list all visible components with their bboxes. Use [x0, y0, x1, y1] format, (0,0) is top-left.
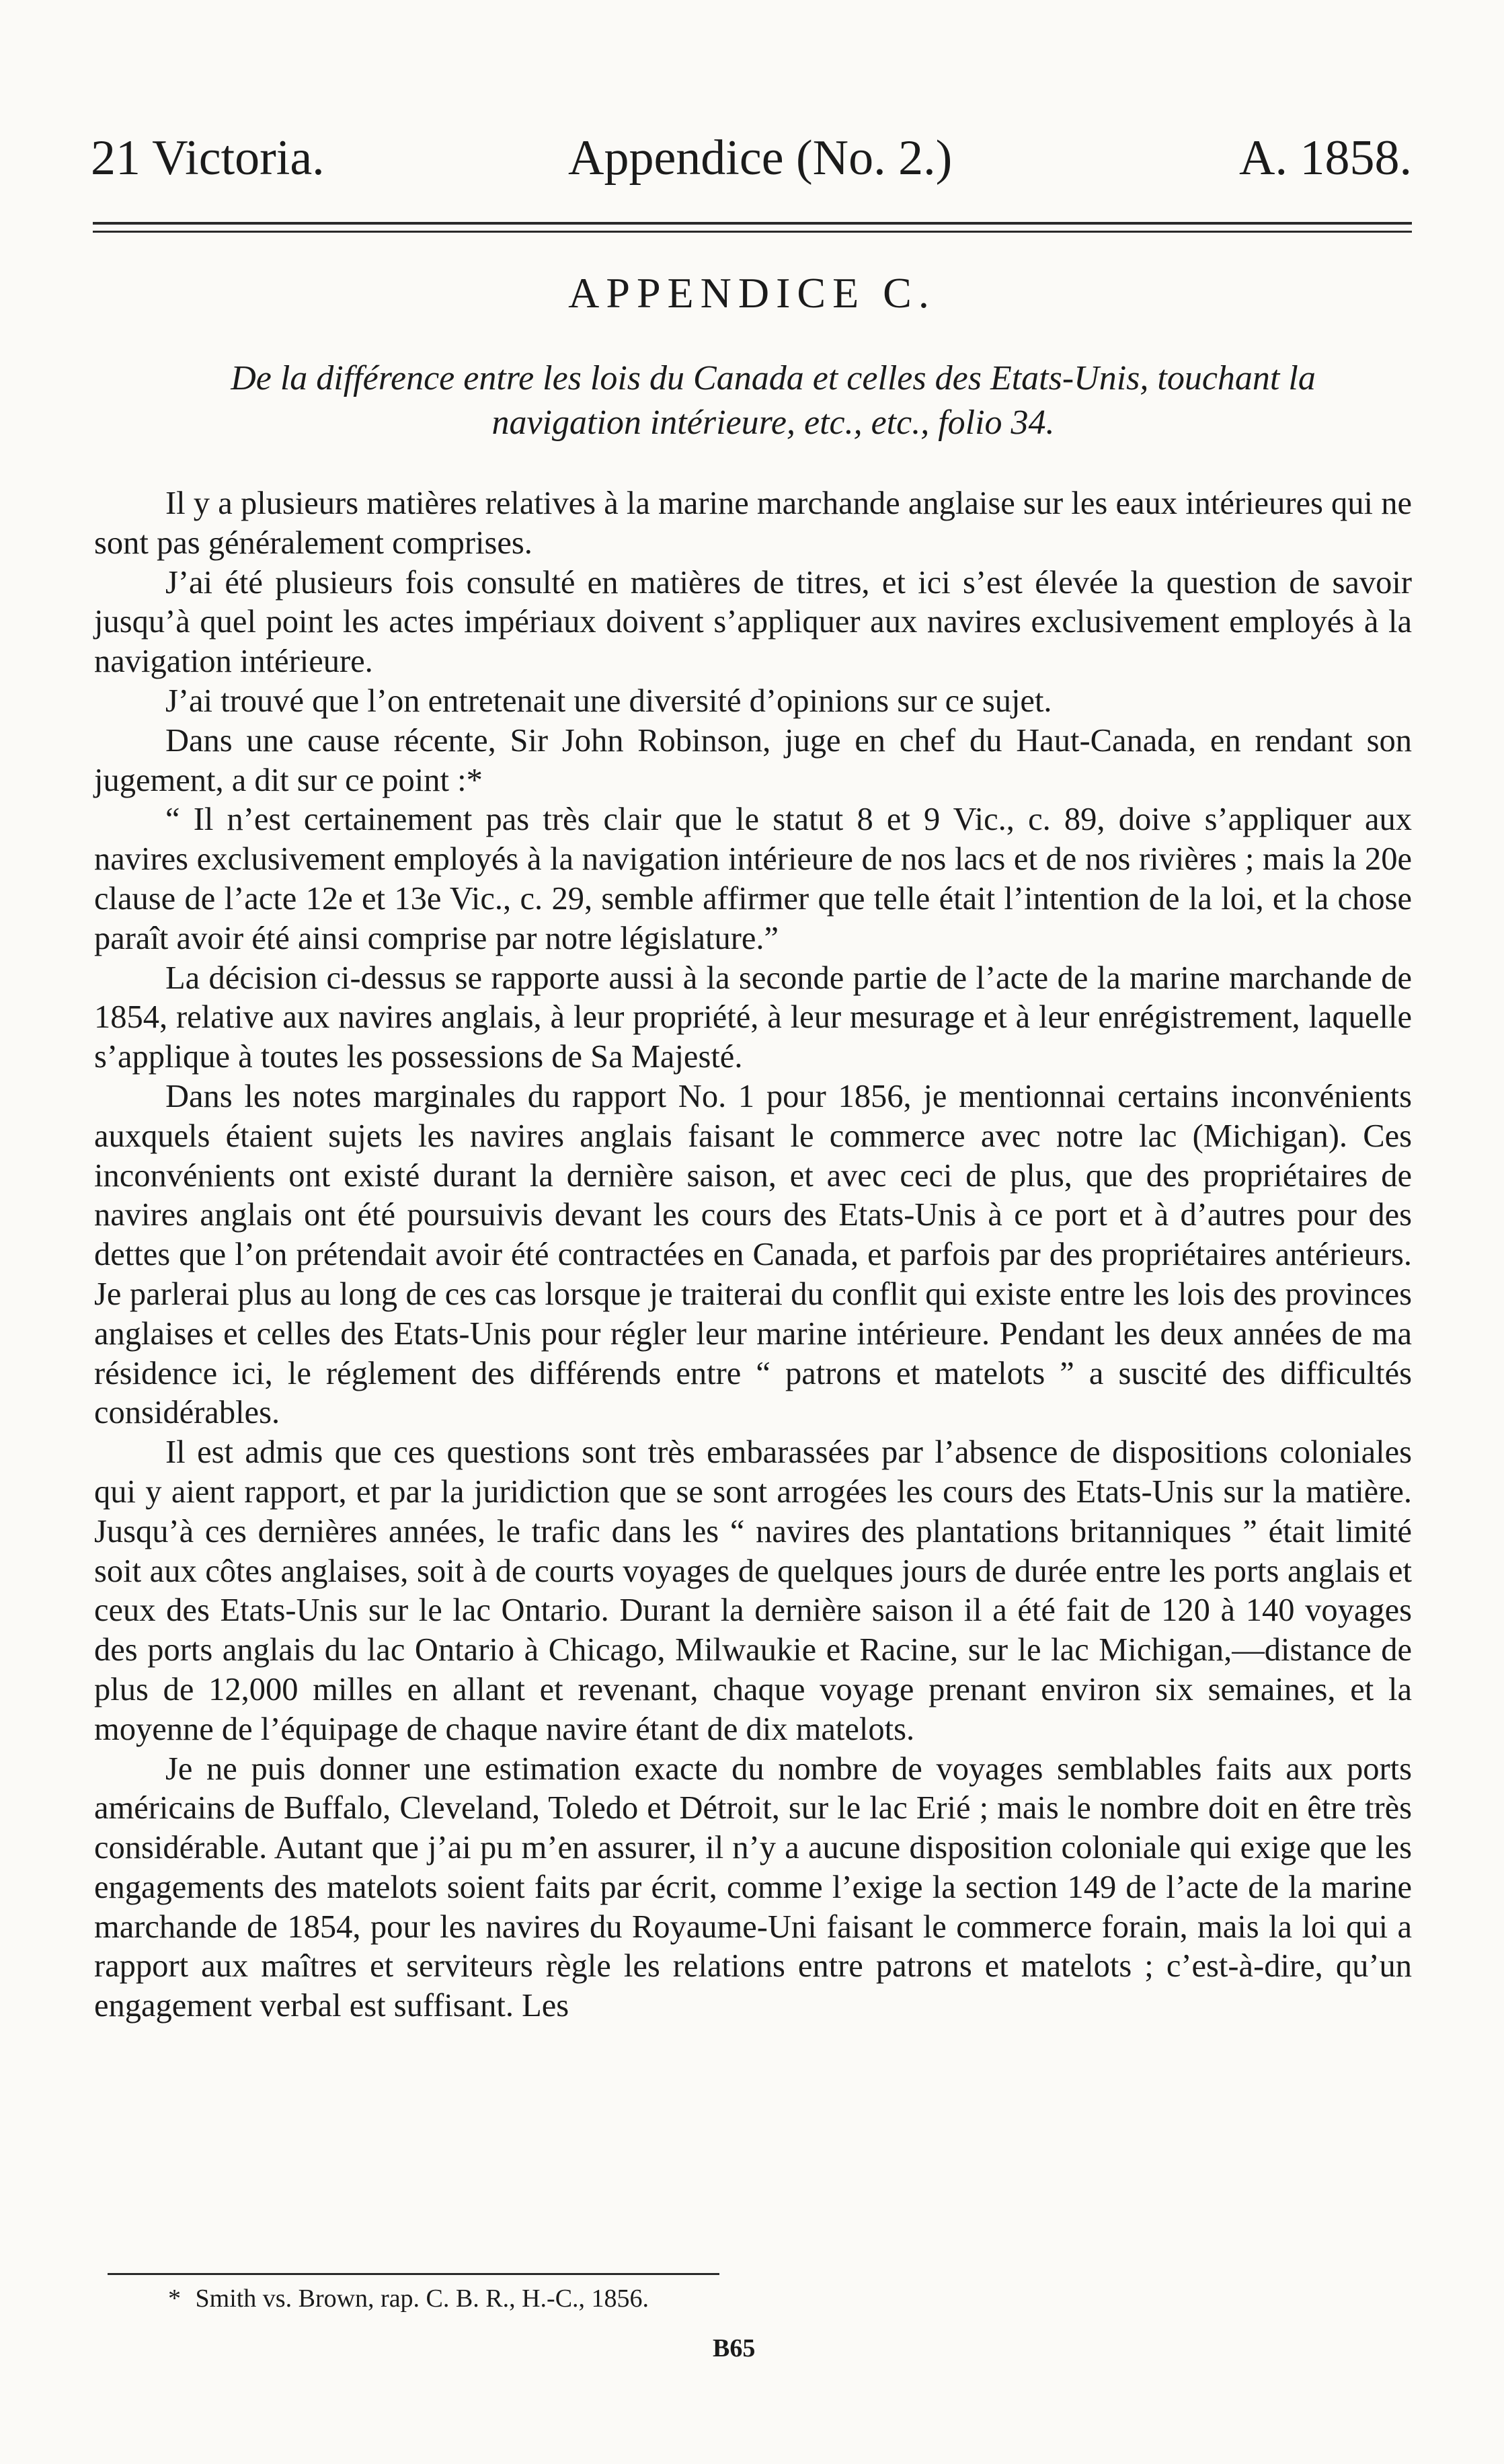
paragraph: Il y a plusieurs matières relatives à la marine marchande anglaise sur les eaux intérieures qui ne sont pas généralement comprises.	[94, 486, 1412, 561]
header-rule-thin	[93, 231, 1412, 233]
paragraph: Il est admis que ces questions sont très embarassées par l’absence de dispositions coloniales qui y aient rapport, et par la juridiction que se sont arrogées les cours des Etats-Unis sur la matière. Jusqu’à ces dernières années, le trafic dans les “ navires des plantations britanniques ” était limité soit aux côtes anglaises, soit à de courts voyages de quelques jours de durée entre les ports anglais et ceux des Etats-Unis sur le lac Ontario. Durant la dernière saison il a été fait de 120 à 140 voyages des ports anglais du lac Ontario à Chicago, Milwaukie et Racine, sur le lac Michigan,—distance de plus de 12,000 milles en allant et revenant, chaque voyage prenant environ six semaines, et la moyenne de l’équipage de chaque navire étant de dix matelots.	[94, 1434, 1412, 1747]
header-rule-thick	[93, 222, 1412, 225]
header-appendix: Appendice (No. 2.)	[568, 130, 953, 186]
footnote-rule	[108, 2273, 719, 2275]
footnote-text: Smith vs. Brown, rap. C. B. R., H.-C., 1856.	[195, 2284, 649, 2313]
paragraph: J’ai été plusieurs fois consulté en matières de titres, et ici s’est élevée la question de savoir jusqu’à quel point les actes impériaux doivent s’appliquer aux navires exclusivement employés à la navigation intérieure.	[94, 564, 1412, 680]
footnote	[168, 2282, 1311, 2315]
footnote-mark: *	[168, 2284, 181, 2313]
paragraph: Je ne puis donner une estimation exacte du nombre de voyages semblables faits aux ports américains de Buffalo, Cleveland, Toledo et Détroit, sur le lac Erié ; mais le nombre doit en être très considérable. Autant que j’ai pu m’en assurer, il n’y a aucune disposition coloniale qui exige que les engagements des matelots soient faits par écrit, comme l’exige la section 149 de l’acte de la marine marchande de 1854, pour les navires du Royaume-Uni faisant le commerce forain, mais la loi qui a rapport aux maîtres et serviteurs règle les relations entre patrons et matelots ; c’est-à-dire, qu’un engagement verbal est suffisant. Les	[94, 1750, 1412, 2024]
paragraph-quotation: “ Il n’est certainement pas très clair que le statut 8 et 9 Vic., c. 89, doive s’appliquer aux navires exclusivement employés à la navigation intérieure de nos lacs et de nos rivières ; mais la 20e clause de l’acte 12e et 13e Vic., c. 29, semble affirmer que telle était l’intention de la loi, et la chose paraît avoir été ainsi comprise par notre législature.”	[94, 802, 1412, 956]
running-header	[91, 128, 1412, 188]
paragraph: Dans une cause récente, Sir John Robinson, juge en chef du Haut-Canada, en rendant son jugement, a dit sur ce point :*	[94, 722, 1412, 798]
header-year: A. 1858.	[1239, 130, 1412, 186]
body-text	[94, 484, 1412, 2026]
signature-mark: B65	[713, 2334, 756, 2362]
paragraph: La décision ci-dessus se rapporte aussi à la seconde partie de l’acte de la marine marchande de 1854, relative aux navires anglais, à leur propriété, à leur mesurage et à leur enrégistrement, laquelle s’applique à toutes les possessions de Sa Majesté.	[94, 960, 1412, 1075]
paragraph: J’ai trouvé que l’on entretenait une diversité d’opinions sur ce sujet.	[165, 683, 1052, 719]
header-session: 21 Victoria.	[91, 130, 325, 186]
appendix-title: APPENDICE C.	[568, 269, 936, 317]
paragraph: Dans les notes marginales du rapport No. 1 pour 1856, je mentionnai certains inconvénients auxquels étaient sujets les navires anglais faisant le commerce avec notre lac (Michigan). Ces inconvénients ont existé durant la dernière saison, et avec ceci de plus, que des propriétaires de navires anglais ont été poursuivis devant les cours des Etats-Unis à ce port et à d’autres pour des dettes que l’on prétendait avoir été contractées en Canada, et parfois par des propriétaires antérieurs. Je parlerai plus au long de ces cas lorsque je traiterai du conflit qui existe entre les lois des provinces anglaises et celles des Etats-Unis pour régler leur marine intérieure. Pendant les deux années de ma résidence ici, le réglement des différends entre “ patrons et matelots ” a suscité des difficultés considérables.	[94, 1078, 1412, 1431]
appendix-subtitle: De la différence entre les lois du Canada et celles des Etats-Unis, touchant la navigation intérieure, etc., etc., folio 34.	[231, 359, 1316, 442]
